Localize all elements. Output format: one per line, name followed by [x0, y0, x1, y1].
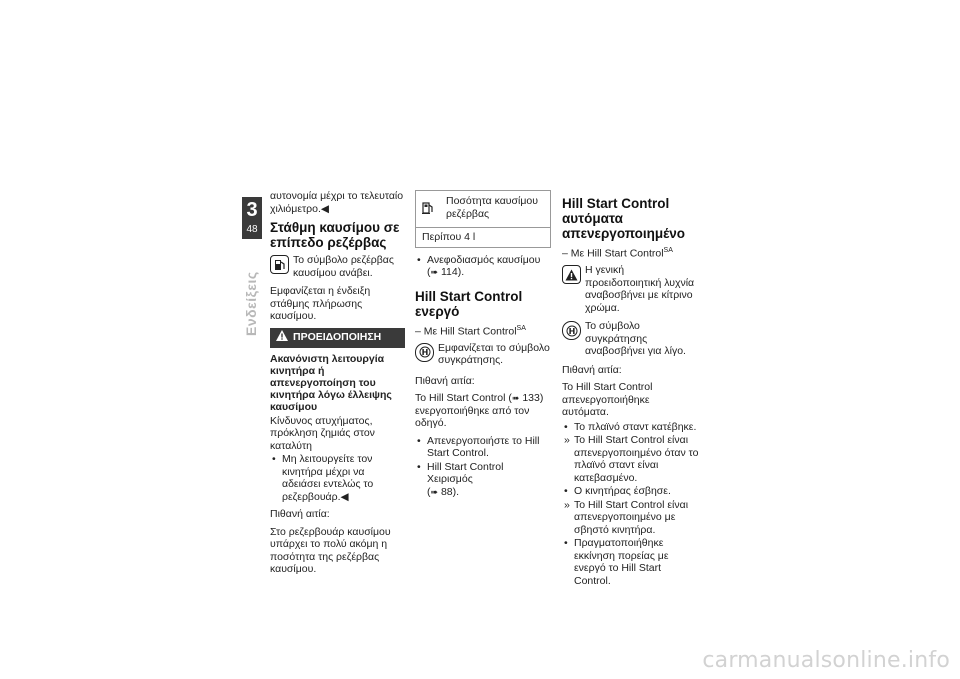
- page-ref: 88).: [440, 485, 460, 498]
- hill-hold-icon: [415, 343, 434, 362]
- svg-text:H: H: [421, 348, 428, 357]
- list-item: • Ο κινητήρας έσβησε.: [562, 485, 699, 498]
- hold-icon-row: [562, 320, 699, 358]
- list-item: • Απενεργοποιήστε το Hill Start Control.: [415, 435, 551, 460]
- cause-text: Στο ρεζερβουάρ καυσίμου υπάρχει το πολύ ακόμη η ποσότητα της ρεζέρβας καυσίμου.: [270, 525, 391, 575]
- cause-label: Πιθανή αιτία:: [270, 508, 330, 520]
- hill-start-bullets: [415, 435, 551, 499]
- sa-superscript: SA: [516, 324, 526, 332]
- list-item: • Το πλαϊνό σταντ κατέβηκε.: [562, 421, 699, 434]
- list-item: » Το Hill Start Control είναι απενεργοποιημένο όταν το πλαϊνό σταντ είναι κατεβασμένο.: [562, 434, 699, 484]
- general-warning-text: Η γενική προειδοποιητική λυχνία αναβοσβήνει με κίτρινο χρώμα.: [585, 264, 695, 314]
- fuel-reserve-icon-row: [270, 254, 405, 279]
- equipment-subtitle: – Με Hill Start Control$^{SA}$: [415, 324, 526, 337]
- section-heading-fuel-reserve: Στάθμη καυσίμου σε επίπεδο ρεζέρβας: [270, 220, 400, 250]
- watermark: carmanualsonline.info: [702, 648, 950, 673]
- fuel-reserve-icon-text: Το σύμβολο ρεζέρβας καυσίμου ανάβει.: [293, 254, 394, 279]
- cause-label: Πιθανή αιτία:: [562, 363, 622, 376]
- warning-text: Κίνδυνος ατυχήματος, πρόκληση ζημιάς στον καταλύτη: [270, 414, 375, 452]
- column-2: [415, 190, 551, 503]
- auto-off-bullets: [562, 421, 699, 588]
- list-item: » Το Hill Start Control είναι απενεργοποιημένο με σβηστό κινητήρα.: [562, 499, 699, 537]
- page-ref-arrow-icon: ➠: [511, 393, 520, 403]
- list-item: • Ανεφοδιασμός καυσίμου (➠ 114).: [415, 254, 551, 279]
- section-heading-hill-start-active: Hill Start Control ενεργό: [415, 288, 523, 319]
- table-value: Περίπου 4 l: [422, 231, 476, 243]
- cause-text: Το Hill Start Control απενεργοποιήθηκε αυτόματα.: [562, 381, 653, 418]
- chapter-tab: [242, 197, 262, 239]
- page-ref-arrow-icon: ➠: [430, 486, 439, 497]
- hold-icon-row: [415, 342, 551, 367]
- cause-label: Πιθανή αιτία:: [415, 374, 475, 387]
- end-mark-icon: ◀: [340, 490, 349, 503]
- intro-text: αυτονομία μέχρι το τελευταίο χιλιόμετρο.◀: [270, 190, 404, 215]
- equipment-subtitle: – Με Hill Start Control$^{SA}$: [562, 247, 673, 260]
- warning-label: ΠΡΟΕΙΔΟΠΟΙΗΣΗ: [293, 331, 382, 344]
- fuel-reserve-table: [415, 190, 551, 248]
- table-label: Ποσότητα καυσίμου ρεζέρβας: [446, 195, 538, 220]
- warning-bullets: [270, 453, 405, 503]
- list-item: • Μη λειτουργείτε τον κινητήρα μέχρι να αδειάσει εντελώς το ρεζερβουάρ.◀: [270, 453, 405, 503]
- sa-superscript: SA: [663, 247, 673, 254]
- svg-text:H: H: [568, 326, 575, 336]
- fuel-pump-icon: [270, 255, 289, 274]
- general-warning-icon: [562, 265, 581, 284]
- column-3: [562, 190, 699, 592]
- page-ref: 114).: [440, 266, 465, 278]
- fuel-pump-icon: [422, 201, 440, 223]
- page-ref: 133): [522, 392, 544, 404]
- list-item: • Πραγματοποιήθηκε εκκίνηση πορείας με ενεργό το Hill Start Control.: [562, 537, 699, 587]
- page-number: 48: [246, 224, 258, 235]
- warning-title: Ακανόνιστη λειτουργία κινητήρα ή απενεργοποίηση του κινητήρα λόγω έλλειψης καυσίμου: [270, 352, 392, 413]
- list-item: • Hill Start Control Χειρισμός (➠ 88).: [415, 461, 551, 499]
- hold-icon-text: Εμφανίζεται το σύμβολο συγκράτησης.: [438, 341, 550, 366]
- warning-triangle-icon: [276, 330, 288, 345]
- hold-icon-text: Το σύμβολο συγκράτησης αναβοσβήνει για λίγο.: [585, 320, 686, 357]
- column-1: [270, 190, 405, 581]
- general-warning-icon-row: [562, 264, 699, 314]
- refuel-bullets: [415, 254, 551, 279]
- fuel-level-text: Εμφανίζεται η ένδειξη στάθμης πλήρωσης καυσίμου.: [270, 285, 371, 322]
- end-mark-icon: ◀: [320, 202, 329, 215]
- warning-bar: [270, 328, 405, 348]
- chapter-side-label: Ενδείξεις: [243, 271, 259, 336]
- section-heading-hill-start-auto-off: Hill Start Control αυτόματα απενεργοποιημένο: [562, 196, 685, 241]
- cause-text: Το Hill Start Control (➠ 133) ενεργοποιήθηκε από τον οδηγό.: [415, 392, 544, 429]
- chapter-number: 3: [246, 199, 258, 221]
- hill-hold-icon: [562, 321, 581, 340]
- table-row: [416, 191, 550, 228]
- page-ref-arrow-icon: ➠: [430, 267, 439, 277]
